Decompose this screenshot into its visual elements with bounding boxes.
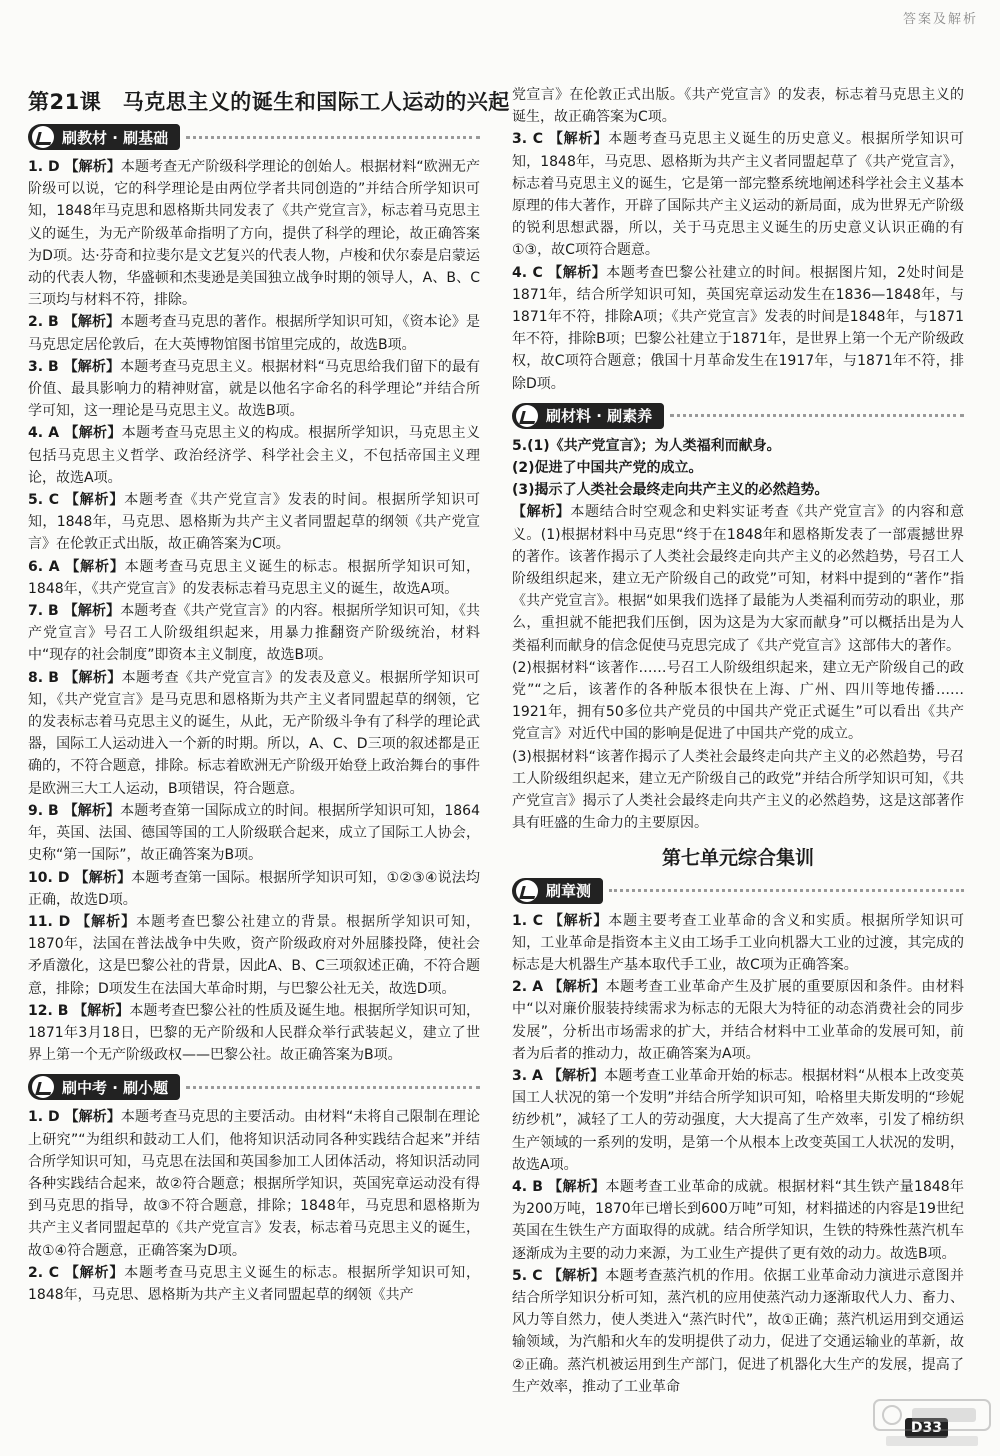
analysis-tag: 【解析】 bbox=[76, 913, 137, 930]
section-label: 刷材料 · 刷素养 bbox=[546, 407, 653, 426]
material-analysis-1: 【解析】本题结合时空观念和史料实证考查《共产党宣言》的内容和意义。(1)根据材料中马克思“终于在1848年和恩格斯发表了一部震撼世界的著作。该著作揭示了人类社会最终走向共产主义的必然趋势，号召工人阶级组织起来，建立无产阶级自己的政党”可知，材料中提到的“著作”指《共产党宣言》。根据“如果我们选择了最能为人类福利而劳动的职业，那么，重担就不能把我们压倒，因为这是为大家而献身”可以概括出是为人类福利而献身的信念促使马克思完成了《共产党宣言》这部伟大的著作。 bbox=[512, 504, 965, 654]
analysis-tag: 【解析】 bbox=[63, 802, 121, 819]
answer-text: 本题考查第一国际成立的时间。根据所学知识可知，1864年，英国、法国、德国等国的工人阶级联合起来，成立了国际工人协会，史称“第一国际”，故正确答案为B项。 bbox=[28, 802, 481, 864]
analysis-tag: 【解析】 bbox=[548, 912, 609, 929]
answer-item bbox=[28, 1262, 480, 1306]
answer-item bbox=[28, 156, 480, 311]
analysis-tag: 【解析】 bbox=[63, 314, 121, 331]
answer-text: 本题考查马克思主义的构成。根据所学知识，马克思主义包括马克思主义哲学、政治经济学、科学社会主义，不包括帝国主义理论，故选A项。 bbox=[28, 425, 481, 486]
lesson-title: 第21课 马克思主义的诞生和国际工人运动的兴起 bbox=[28, 90, 510, 114]
answer-text: 本题考查工业革命开始的标志。根据材料“从根本上改变英国工人状况的第一个发明”并结合所学知识可知，哈格里夫斯发明的“珍妮纺纱机”，减轻了工人的劳动强度，大大提高了生产效率，引发了棉纺织生产领域的一系列的发明，是第一个从根本上改变英国工人状况的发明，故选A项。 bbox=[512, 1067, 964, 1173]
dotted-divider bbox=[186, 136, 480, 139]
dotted-divider bbox=[609, 889, 964, 892]
answer-key: 1. C bbox=[512, 912, 549, 929]
answer-item bbox=[512, 910, 964, 977]
answer-key: 9. B bbox=[28, 802, 64, 819]
answer-key: 10. D bbox=[28, 869, 75, 886]
answer-text: 本题考查第一国际。根据所学知识可知，①②③④说法均正确，故选D项。 bbox=[28, 869, 480, 908]
analysis-tag: 【解析】 bbox=[63, 603, 121, 620]
answer-text: 本题考查工业革命的成就。根据材料“其生铁产量1848年为200万吨，1870年已增长到600万吨”可知，材料描述的内容是19世纪英国在生铁生产方面取得的成就。结合所学知识，生铁的特殊性蒸汽机车逐渐成为主要的动力来源，为工业生产提供了更有效的动力。故选B项。 bbox=[512, 1178, 964, 1262]
answer-list-exam bbox=[28, 1106, 480, 1306]
section-badge bbox=[28, 1074, 180, 1100]
answer-key: 7. B bbox=[28, 603, 64, 620]
answer-item bbox=[28, 1106, 480, 1261]
answer-list-unit bbox=[512, 910, 964, 1398]
answer-item bbox=[28, 556, 480, 600]
answer-key: 6. A bbox=[28, 558, 66, 575]
section-header-chapter bbox=[512, 876, 964, 906]
answer-text: 本题考查巴黎公社建立的时间。根据图片知，2处时间是1871年，结合所学知识可知，英国宪章运动发生在1836—1848年，与1871年不符，排除A项；《共产党宣言》发表的时间是1848年，与1871年不符，排除B项；巴黎公社建立于1871年，是世界上第一个无产阶级政权，故C项符合题意；俄国十月革命发生在1917年，与1871年不符，排除D项。 bbox=[512, 264, 965, 392]
page-number: D33 bbox=[905, 1418, 948, 1438]
answer-item bbox=[28, 356, 480, 423]
answer-key: 3. B bbox=[28, 358, 64, 375]
section-badge bbox=[512, 878, 603, 904]
answer-key: 1. D bbox=[28, 1109, 65, 1126]
analysis-tag: 【解析】 bbox=[63, 358, 121, 375]
answer-item bbox=[512, 976, 964, 1065]
answer-item bbox=[28, 911, 480, 1000]
analysis-tag: 【解析】 bbox=[64, 492, 125, 509]
section-label: 刷教材 · 刷基础 bbox=[62, 128, 169, 147]
analysis-tag: 【解析】 bbox=[547, 1267, 606, 1284]
section-label: 刷中考 · 刷小题 bbox=[62, 1078, 169, 1097]
section-header-basic bbox=[28, 122, 480, 152]
analysis-tag: 【解析】 bbox=[547, 1067, 605, 1084]
section-badge bbox=[512, 403, 664, 429]
answer-text: 本题考查巴黎公社的性质及诞生地。根据所学知识可知，1871年3月18日，巴黎的无产阶级和人民群众举行武装起义，建立了世界上第一个无产阶级政权——巴黎公社。故正确答案为B项。 bbox=[28, 1002, 481, 1064]
dotted-divider bbox=[186, 1086, 480, 1089]
answer-key: 2. B bbox=[28, 314, 64, 331]
continued-answer: 党宣言》在伦敦正式出版。《共产党宣言》的发表，标志着马克思主义的诞生，故正确答案为C项。 bbox=[512, 87, 964, 126]
right-column bbox=[512, 0, 964, 1398]
unit-title: 第七单元综合集训 bbox=[661, 846, 814, 869]
section-badge bbox=[28, 124, 180, 150]
brush-icon bbox=[32, 1076, 54, 1098]
material-answer bbox=[512, 435, 964, 835]
analysis-tag: 【解析】 bbox=[64, 1109, 121, 1126]
material-answer-line-3: (3)揭示了人类社会最终走向共产主义的必然趋势。 bbox=[512, 482, 829, 499]
brush-icon bbox=[32, 126, 54, 148]
material-answer-line-2: (2)促进了中国共产党的成立。 bbox=[512, 460, 703, 477]
answer-text: 本题考查马克思主义诞生的标志。根据所学知识可知，1848年，马克思、恩格斯为共产主义者同盟起草的纲领《共产 bbox=[28, 1264, 481, 1303]
material-analysis-2: (2)根据材料“该著作……号召工人阶级组织起来，建立无产阶级自己的政党”“之后，该著作的各种版本很快在上海、广州、四川等地传播……1921年，拥有50多位共产党员的中国共产党正式诞生”可以看出《共产党宣言》对近代中国的影响是促进了中国共产党的成立。 bbox=[512, 659, 964, 743]
answer-item bbox=[28, 422, 480, 489]
answer-item bbox=[512, 1265, 964, 1398]
section-header-material bbox=[512, 401, 964, 431]
analysis-tag: 【解析】 bbox=[73, 1002, 130, 1019]
answer-key: 12. B bbox=[28, 1002, 74, 1019]
answer-key: 4. C bbox=[512, 264, 549, 281]
brush-icon bbox=[516, 880, 538, 902]
analysis-tag: 【解析】 bbox=[548, 979, 606, 996]
answer-item bbox=[512, 1065, 964, 1176]
answer-text: 本题考查蒸汽机的作用。依据工业革命动力演进示意图并结合所学知识分析可知，蒸汽机的应用使蒸汽动力逐渐取代人力、畜力、风力等自然力，使人类进入“蒸汽时代”，故①正确；蒸汽机运用到交通运输领域，为汽船和火车的发明提供了动力，促进了交通运输业的革新，故②正确。蒸汽机被运用到生产部门，促进了机器化大生产的发展，提高了生产效率，推动了工业革命 bbox=[512, 1267, 965, 1395]
answer-list-right bbox=[512, 128, 964, 394]
answer-key: 5. C bbox=[28, 492, 65, 509]
answer-key: 4. B bbox=[512, 1178, 549, 1195]
answer-key: 5. C bbox=[512, 1267, 548, 1284]
answer-text: 本题考查马克思的著作。根据所学知识可知，《资本论》是马克思定居伦敦后，在大英博物馆图书馆里完成的，故选B项。 bbox=[28, 314, 481, 353]
answer-item bbox=[28, 800, 480, 867]
answer-key: 1. D bbox=[28, 159, 65, 175]
answer-text: 本题主要考查工业革命的含义和实质。根据所学知识可知，工业革命是指资本主义由工场手工业向机器大工业的过渡，其完成的标志是大机器生产基本取代手工业，故C项为正确答案。 bbox=[512, 912, 965, 973]
answer-text: 本题考查马克思主义诞生的标志。根据所学知识可知，1848年，《共产党宣言》的发表标志着马克思主义的诞生，故选A项。 bbox=[28, 558, 480, 597]
analysis-tag: 【解析】 bbox=[548, 131, 609, 148]
answer-key: 11. D bbox=[28, 913, 77, 930]
material-analysis-3: (3)根据材料“该著作揭示了人类社会最终走向共产主义的必然趋势，号召工人阶级组织起来，建立无产阶级自己的政党”并结合所学知识可知，《共产党宣言》揭示了人类社会最终走向共产主义的必然趋势，这是这部著作具有旺盛的生命力的主要原因。 bbox=[512, 748, 964, 832]
analysis-tag: 【解析】 bbox=[548, 264, 607, 281]
answer-key: 3. C bbox=[512, 131, 549, 148]
answer-key: 2. C bbox=[28, 1264, 65, 1281]
analysis-tag: 【解析】 bbox=[64, 159, 121, 175]
answer-key: 3. A bbox=[512, 1067, 548, 1084]
answer-item bbox=[512, 1176, 964, 1265]
answer-item bbox=[512, 128, 964, 261]
analysis-tag: 【解析】 bbox=[74, 869, 132, 886]
answer-key: 2. A bbox=[512, 979, 549, 996]
answer-key: 8. B bbox=[28, 669, 65, 686]
answer-text: 本题考查巴黎公社建立的背景。根据所学知识可知，1870年，法国在普法战争中失败，资产阶级政府对外屈膝投降，使社会矛盾激化，这是巴黎公社的背景，因此A、B、C三项叙述正确，不符合题意，排除；D项发生在法国大革命时期，与巴黎公社无关，故选D项。 bbox=[28, 913, 481, 997]
answer-item bbox=[28, 489, 480, 556]
brush-icon bbox=[516, 405, 538, 427]
header-tag: 答案及解析 bbox=[902, 12, 978, 27]
answer-text: 本题考查工业革命产生及扩展的重要原因和条件。由材料中“以对廉价服装持续需求为标志的无限大为特征的动态消费社会的同步发展”，分析出市场需求的扩大，并结合材料中工业革命的发展可知，前者为后者的推动力，故正确答案为A项。 bbox=[512, 979, 965, 1062]
material-answer-line-1: 5.(1)《共产党宣言》；为人类福利而献身。 bbox=[512, 437, 781, 454]
answer-text: 本题考查《共产党宣言》的发表及意义。根据所学知识可知，《共产党宣言》是马克思和恩格斯为共产主义者同盟起草的纲领，它的发表标志着马克思主义的诞生，从此，无产阶级斗争有了科学的理论武器，国际工人运动进入一个新的时期。所以，A、C、D三项的叙述都是正确的，不符合题意，排除。标志着欧洲无产阶级开始登上政治舞台的事件是欧洲三大工人运动，B项错误，符合题意。 bbox=[28, 669, 481, 797]
answer-text: 本题考查《共产党宣言》的内容。根据所学知识可知，《共产党宣言》号召工人阶级组织起来，用暴力推翻资产阶级统治，材料中“现存的社会制度”即资本主义制度，故选B项。 bbox=[28, 603, 481, 664]
section-label: 刷章测 bbox=[546, 882, 592, 900]
section-header-exam bbox=[28, 1072, 480, 1102]
answer-list-basic bbox=[28, 156, 480, 1066]
answer-key: 4. A bbox=[28, 425, 65, 442]
answer-item bbox=[28, 867, 480, 911]
answer-text: 本题考查马克思主义。根据材料“马克思给我们留下的最有价值、最具影响力的精神财富，就是以他名字命名的科学理论”并结合所学可知，这一理论是马克思主义。故选B项。 bbox=[28, 358, 480, 420]
answer-text: 本题考查马克思的主要活动。由材料“未将自己限制在理论上研究”“为组织和鼓动工人们，他将知识活动同各种实践结合起来”并结合所学知识可知，马克思在法国和英国参加工人团体活动，将知识活动同各种实践结合起来，故②符合题意；根据所学知识，英国宪章运动没有得到马克思的指导，故③不符合题意，排除；1848年，马克思和恩格斯为共产主义者同盟起草的《共产党宣言》发表，标志着马克思主义的诞生，故①④符合题意，正确答案为D项。 bbox=[28, 1109, 480, 1259]
answer-text: 本题考查无产阶级科学理论的创始人。根据材料“欧洲无产阶级可以说，它的科学理论是由两位学者共同创造的”并结合所学知识可知，1848年马克思和恩格斯共同发表了《共产党宣言》，标志着马克思主义的诞生，为无产阶级革命指明了方向，提供了科学的理论，故正确答案为D项。达·芬奇和拉斐尔是文艺复兴的代表人物，卢梭和伏尔泰是启蒙运动的代表人物，华盛顿和杰斐逊是美国独立战争时期的领导人，A、B、C三项均与材料不符，排除。 bbox=[28, 159, 480, 309]
answer-item bbox=[28, 1000, 480, 1067]
answer-item bbox=[512, 262, 964, 395]
left-column bbox=[28, 0, 510, 1306]
analysis-tag: 【解析】 bbox=[64, 425, 122, 442]
analysis-tag: 【解析】 bbox=[64, 669, 122, 686]
answer-text: 本题考查《共产党宣言》发表的时间。根据所学知识可知，1848年，马克思、恩格斯为共产主义者同盟起草的纲领《共产党宣言》在伦敦正式出版，故正确答案为C项。 bbox=[28, 492, 481, 553]
dotted-divider bbox=[670, 414, 964, 417]
answer-item bbox=[28, 600, 480, 667]
analysis-tag: 【解析】 bbox=[548, 1178, 606, 1195]
answer-item bbox=[28, 667, 480, 800]
watermark-logo bbox=[872, 1396, 992, 1450]
analysis-tag: 【解析】 bbox=[65, 558, 125, 575]
answer-text: 本题考查马克思主义诞生的历史意义。根据所学知识可知，1848年，马克思、恩格斯为共产主义者同盟起草了《共产党宣言》，标志着马克思主义的诞生，它是第一部完整系统地阐述科学社会主义基本原理的伟大著作，开辟了国际共产主义运动的新局面，成为世界无产阶级的锐利思想武器，所以，关于马克思主义诞生的历史意义认识正确的有①③，故C项符合题意。 bbox=[512, 131, 965, 259]
analysis-tag: 【解析】 bbox=[64, 1264, 125, 1281]
answer-item bbox=[28, 311, 480, 355]
